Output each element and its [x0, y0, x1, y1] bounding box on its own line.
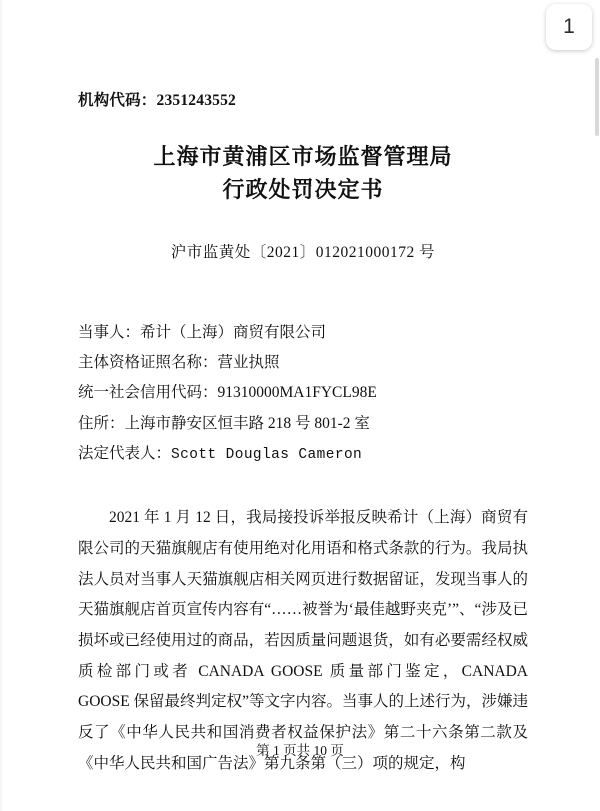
page-footer: 第 1 页共 10 页 [256, 743, 344, 758]
legal-representative-value: Scott Douglas Cameron [171, 446, 363, 463]
party-information-block [78, 318, 528, 469]
document-number: 沪市监黄处〔2021〕012021000172 号 [170, 244, 436, 261]
page-title [101, 140, 506, 206]
party-address: 住所：上海市静安区恒丰路 218 号 801-2 室 [78, 414, 370, 432]
document-title-line-1: 上海市黄浦区市场监督管理局 [153, 144, 453, 169]
body-paragraph: 2021 年 1 月 12 日，我局接投诉举报反映希计（上海）商贸有限公司的天猫旗舰店有使用绝对化用语和格式条款的行为。我局执法人员对当事人天猫旗舰店相关网页进行数据留证，发现当事人的天猫旗舰店首页宣传内容有“……被誉为‘最佳越野夹克’”、“涉及已损坏或已经使用过的商品，若因质量问题退货，如有必要需经权威质检部门或者 CANADA GOOSE 质量部门鉴定，CANADA GOOSE 保留最终判定权”等文字内容。当事人的上述行为，涉嫌违反了《中华人民共和国消费者权益保护法》第二十六条第二款及《中华人民共和国广告法》第九条第（三）项的规定，构 [78, 509, 528, 772]
party-license-type: 主体资格证照名称：营业执照 [78, 354, 280, 372]
party-credit-code: 统一社会信用代码：91310000MA1FYCL98E [78, 384, 377, 402]
page-edge-shadow [0, 0, 3, 811]
page-number-badge[interactable]: 1 [546, 4, 592, 50]
party-legal-representative [78, 439, 528, 469]
party-name: 当事人：希计（上海）商贸有限公司 [78, 324, 327, 341]
body-content [78, 503, 528, 779]
document-title-line-2: 行政处罚决定书 [222, 177, 384, 202]
organization-code: 机构代码：2351243552 [78, 92, 237, 109]
legal-representative-label: 法定代表人： [78, 444, 172, 462]
scrollbar-thumb[interactable] [595, 58, 599, 136]
